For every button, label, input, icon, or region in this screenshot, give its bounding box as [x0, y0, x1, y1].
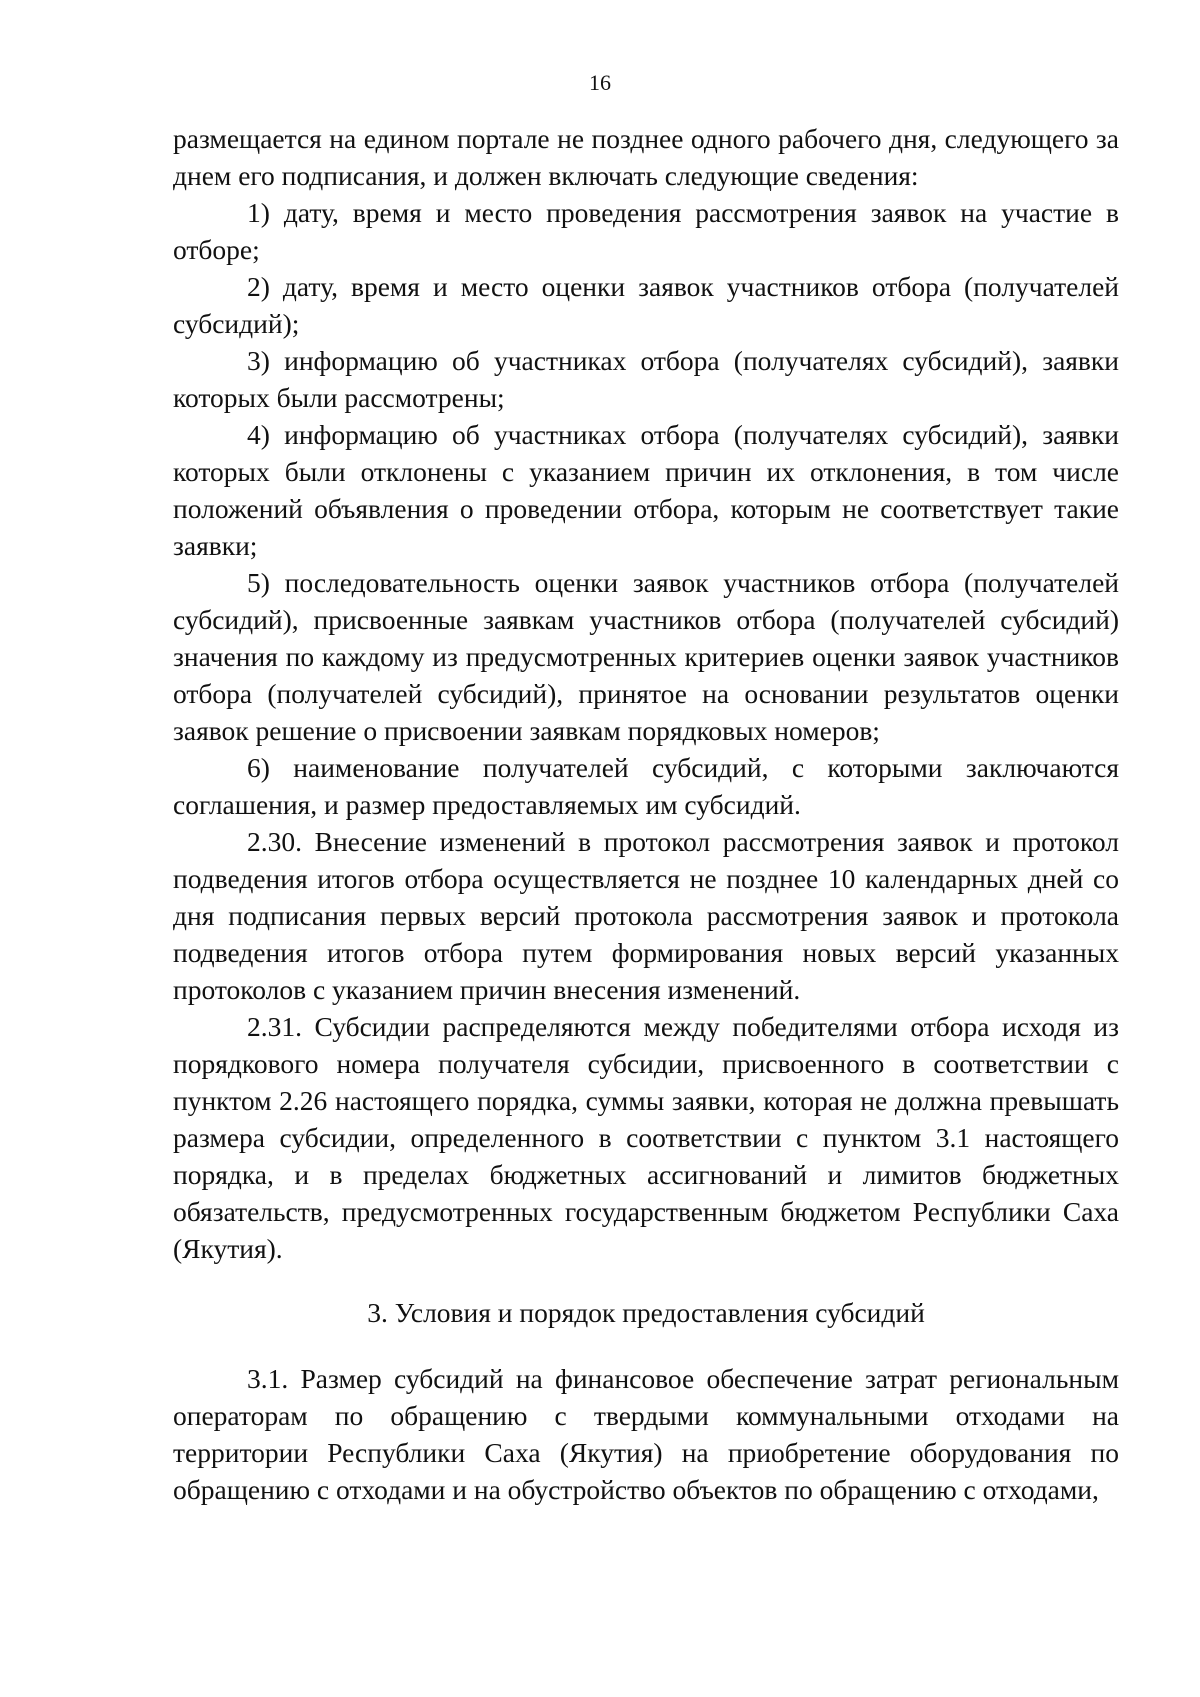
section-heading: 3. Условия и порядок предоставления субсидий [367, 1297, 925, 1328]
paragraph-continuation: размещается на едином портале не позднее одного рабочего дня, следующего за днем его подписания, и должен включать следующие сведения: [173, 123, 1119, 191]
page-number: 16 [589, 70, 611, 95]
list-item-4: 4) информацию об участниках отбора (получателях субсидий), заявки которых были отклонены с указанием причин их отклонения, в том числе положений объявления о проведении отбора, которым не соответствует такие заявки; [173, 419, 1119, 561]
list-item-2: 2) дату, время и место оценки заявок участников отбора (получателей субсидий); [173, 271, 1119, 339]
list-item-1: 1) дату, время и место проведения рассмотрения заявок на участие в отборе; [173, 197, 1119, 265]
clause-2-30: 2.30. Внесение изменений в протокол рассмотрения заявок и протокол подведения итогов отбора осуществляется не позднее 10 календарных дней со дня подписания первых версий протокола рассмотрения заявок и протокола подведения итогов отбора путем формирования новых версий указанных протоколов с указанием причин внесения изменений. [173, 826, 1119, 1005]
list-item-5: 5) последовательность оценки заявок участников отбора (получателей субсидий), присвоенные заявкам участников отбора (получателей субсидий) значения по каждому из предусмотренных критериев оценки заявок участников отбора (получателей субсидий), принятое на основании результатов оценки заявок решение о присвоении заявкам порядковых номеров; [173, 567, 1119, 746]
clause-2-31: 2.31. Субсидии распределяются между победителями отбора исходя из порядкового номера получателя субсидии, присвоенного в соответствии с пунктом 2.26 настоящего порядка, суммы заявки, которая не должна превышать размера субсидии, определенного в соответствии с пунктом 3.1 настоящего порядка, и в пределах бюджетных ассигнований и лимитов бюджетных обязательств, предусмотренных государственным бюджетом Республики Саха (Якутия). [173, 1011, 1119, 1264]
list-item-3: 3) информацию об участниках отбора (получателях субсидий), заявки которых были рассмотрены; [173, 345, 1119, 413]
clause-3-1: 3.1. Размер субсидий на финансовое обеспечение затрат региональным операторам по обращению с твердыми коммунальными отходами на территории Республики Саха (Якутия) на приобретение оборудования по обращению с отходами и на обустройство объектов по обращению с отходами, [173, 1363, 1119, 1505]
document-body [173, 120, 1119, 1508]
list-item-6: 6) наименование получателей субсидий, с которыми заключаются соглашения, и размер предоставляемых им субсидий. [173, 752, 1119, 820]
